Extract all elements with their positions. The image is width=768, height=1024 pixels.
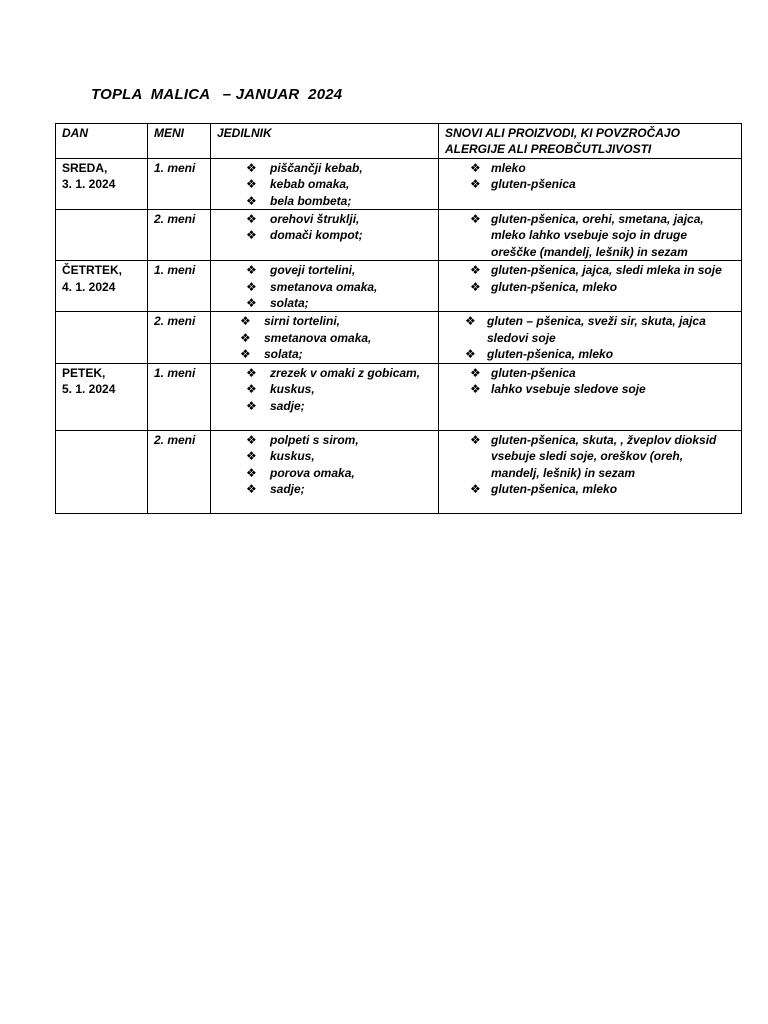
meni-cell: 2. meni <box>148 312 211 363</box>
header-meni: MENI <box>148 124 211 159</box>
diamond-bullet-icon: ❖ <box>246 160 257 175</box>
diamond-bullet-icon: ❖ <box>470 212 481 227</box>
meni-cell: 2. meni <box>148 430 211 513</box>
dish-item: ❖ bela bombeta; <box>246 193 352 208</box>
diamond-bullet-icon: ❖ <box>246 432 257 447</box>
dish-item: ❖ piščančji kebab, <box>246 160 363 175</box>
dish-item: ❖ sadje; <box>246 481 305 496</box>
diamond-bullet-icon: ❖ <box>470 177 481 192</box>
allergens-cell <box>439 312 742 363</box>
dish-item: ❖ solata; <box>240 347 303 362</box>
meni-cell: 1. meni <box>148 158 211 209</box>
dish-item: ❖ orehovi štruklji, <box>246 212 360 227</box>
dishes-cell <box>211 312 439 363</box>
diamond-bullet-icon: ❖ <box>240 347 251 362</box>
day-name: ČETRTEK, <box>62 263 122 278</box>
dish-item: ❖ kebab omaka, <box>246 177 350 192</box>
meni-cell: 2. meni <box>148 210 211 261</box>
day-cell <box>56 158 148 209</box>
diamond-bullet-icon: ❖ <box>246 296 257 311</box>
dishes-cell <box>211 158 439 209</box>
diamond-bullet-icon: ❖ <box>246 193 257 208</box>
header-dan: DAN <box>56 124 148 159</box>
day-cell <box>56 363 148 430</box>
dishes-cell <box>211 210 439 261</box>
table-row <box>56 210 742 261</box>
dishes-cell <box>211 363 439 430</box>
dish-item: ❖ solata; <box>246 296 309 311</box>
diamond-bullet-icon: ❖ <box>240 314 251 329</box>
dish-item: ❖ kuskus, <box>246 449 315 464</box>
dish-item: ❖ kuskus, <box>246 382 315 397</box>
table-row <box>56 261 742 312</box>
diamond-bullet-icon: ❖ <box>470 160 481 175</box>
header-snovi: SNOVI ALI PROIZVODI, KI POVZROČAJO ALERGIJE ALI PREOBČUTLJIVOSTI <box>439 124 742 159</box>
diamond-bullet-icon: ❖ <box>246 212 257 227</box>
allergen-item: ❖ gluten-pšenica <box>470 365 576 380</box>
allergen-item: ❖ lahko vsebuje sledove soje <box>470 382 646 397</box>
dish-item: ❖ polpeti s sirom, <box>246 432 359 447</box>
day-name: SREDA, <box>62 160 108 175</box>
diamond-bullet-icon: ❖ <box>246 449 257 464</box>
allergen-item: ❖ gluten-pšenica, mleko <box>465 347 614 362</box>
dish-item: ❖ porova omaka, <box>246 465 355 480</box>
day-cell <box>56 210 148 261</box>
header-jedilnik: JEDILNIK <box>211 124 439 159</box>
allergens-cell <box>439 430 742 513</box>
table-row <box>56 158 742 209</box>
allergen-item: ❖ gluten-pšenica, mleko <box>470 279 618 294</box>
dish-item: ❖ smetanova omaka, <box>246 279 378 294</box>
diamond-bullet-icon: ❖ <box>470 263 481 278</box>
diamond-bullet-icon: ❖ <box>465 314 476 329</box>
dishes-cell <box>211 430 439 513</box>
diamond-bullet-icon: ❖ <box>246 279 257 294</box>
table-row <box>56 430 742 513</box>
dishes-cell <box>211 261 439 312</box>
day-cell <box>56 430 148 513</box>
allergen-item: ❖ gluten-pšenica, mleko <box>470 481 618 496</box>
diamond-bullet-icon: ❖ <box>465 347 476 362</box>
allergen-item: ❖ gluten-pšenica, jajca, sledi mleka in soje <box>470 263 722 278</box>
dish-item: ❖ sadje; <box>246 398 305 413</box>
allergens-cell <box>439 363 742 430</box>
diamond-bullet-icon: ❖ <box>246 177 257 192</box>
diamond-bullet-icon: ❖ <box>470 481 481 496</box>
day-date: 4. 1. 2024 <box>62 279 116 294</box>
diamond-bullet-icon: ❖ <box>470 432 481 447</box>
table-row <box>56 312 742 363</box>
allergen-item: ❖ mleko <box>470 160 526 175</box>
menu-table <box>55 123 742 514</box>
dish-item: ❖ sirni tortelini, <box>240 314 341 329</box>
diamond-bullet-icon: ❖ <box>246 398 257 413</box>
day-cell <box>56 261 148 312</box>
meni-cell: 1. meni <box>148 261 211 312</box>
allergen-item: ❖ gluten-pšenica, skuta, , žveplov dioksid vsebuje sledi soje, oreškov (oreh, mandelj, lešnik) in sezam <box>470 432 717 480</box>
day-name: PETEK, <box>62 365 106 380</box>
diamond-bullet-icon: ❖ <box>246 228 257 243</box>
dish-item: ❖ goveji tortelini, <box>246 263 356 278</box>
diamond-bullet-icon: ❖ <box>246 365 257 380</box>
table-row <box>56 363 742 430</box>
diamond-bullet-icon: ❖ <box>246 465 257 480</box>
diamond-bullet-icon: ❖ <box>246 263 257 278</box>
allergen-item: ❖ gluten-pšenica, orehi, smetana, jajca, mleko lahko vsebuje sojo in druge oreščke (mandelj, lešnik) in sezam <box>470 212 704 259</box>
meni-cell: 1. meni <box>148 363 211 430</box>
allergens-cell <box>439 158 742 209</box>
dish-item: ❖ domači kompot; <box>246 228 363 243</box>
diamond-bullet-icon: ❖ <box>246 481 257 496</box>
allergens-cell <box>439 261 742 312</box>
allergen-item: ❖ gluten-pšenica <box>470 177 576 192</box>
diamond-bullet-icon: ❖ <box>240 330 251 345</box>
day-date: 3. 1. 2024 <box>62 177 116 192</box>
allergens-cell <box>439 210 742 261</box>
day-date: 5. 1. 2024 <box>62 382 116 397</box>
diamond-bullet-icon: ❖ <box>246 382 257 397</box>
page-title: TOPLA MALICA – JANUAR 2024 <box>91 86 343 103</box>
dish-item: ❖ smetanova omaka, <box>240 330 372 345</box>
diamond-bullet-icon: ❖ <box>470 365 481 380</box>
day-cell <box>56 312 148 363</box>
dish-item: ❖ zrezek v omaki z gobicam, <box>246 365 421 380</box>
diamond-bullet-icon: ❖ <box>470 279 481 294</box>
allergen-item: ❖ gluten – pšenica, sveži sir, skuta, jajca sledovi soje <box>465 314 706 345</box>
table-header-row <box>56 124 742 159</box>
diamond-bullet-icon: ❖ <box>470 382 481 397</box>
